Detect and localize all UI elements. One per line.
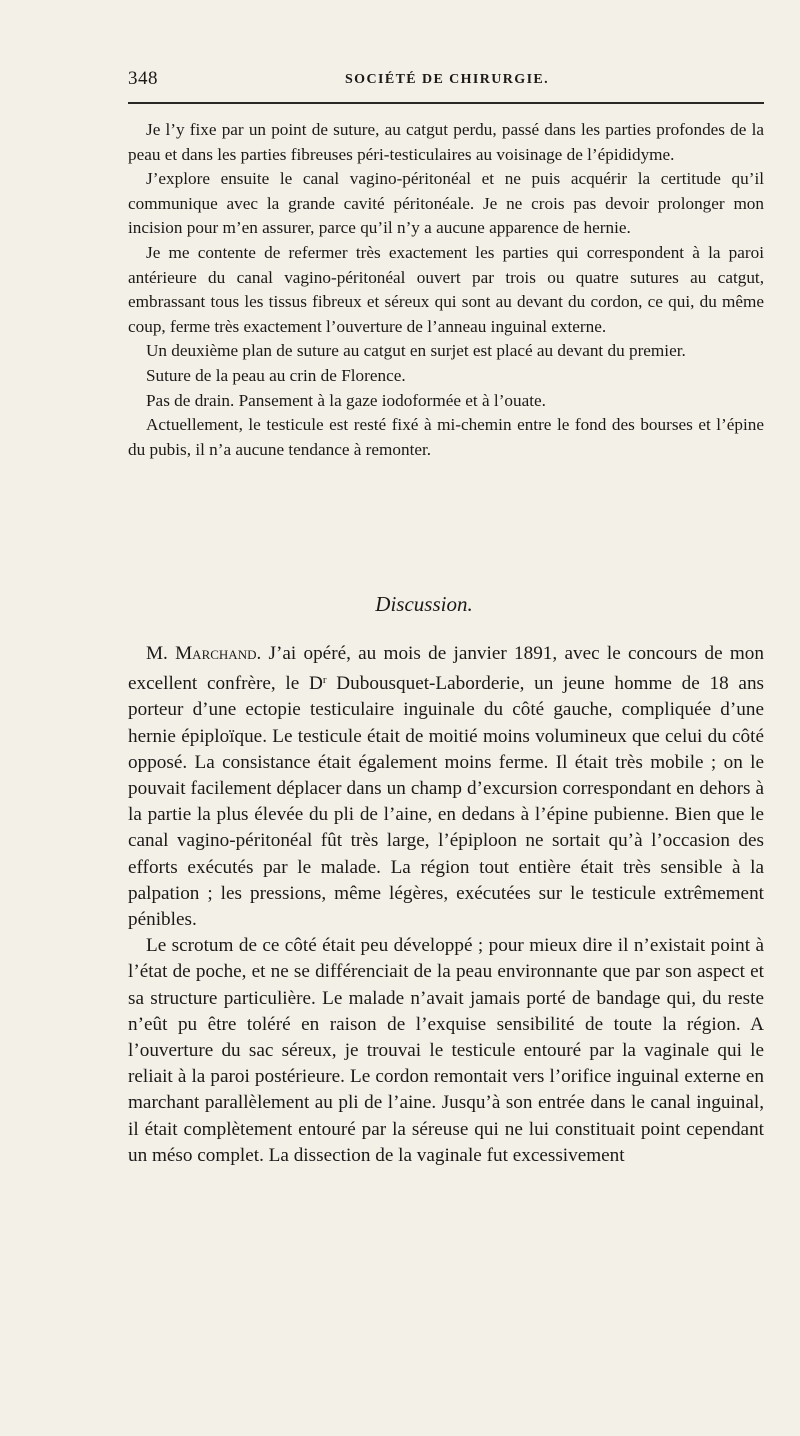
page-header: [128, 62, 764, 92]
case-report-text: [128, 118, 764, 462]
paragraph: J’explore ensuite le canal vagino-péritonéal et ne puis acquérir la certitude qu’il communique avec la grande cavité péritonéale. Je ne crois pas devoir prolonger mon incision pour m’en assurer, parce qu’il n’y a aucune apparence de hernie.: [128, 169, 764, 238]
running-title: SOCIÉTÉ DE CHIRURGIE.: [345, 72, 550, 87]
discussion-text: [128, 641, 764, 1169]
paragraph: Je l’y fixe par un point de suture, au catgut perdu, passé dans les parties profondes de la peau et dans les parties fibreuses péri-testiculaires au voisinage de l’épididyme.: [128, 120, 764, 164]
paragraph-text: Dubousquet-Laborderie, un jeune homme de 18 ans porteur d’une ectopie testiculaire inguinale du côté gauche, compliquée d’une hernie épiploïque. Le testicule était de moitié moins volumineux que celui du côté opposé. La consistance était également moins ferme. Il était très mobile ; on le pouvait facilement déplacer dans un champ d’excursion correspondant en dehors à la partie la plus élevée du pli de l’aine, en dedans à l’épine pubienne. Bien que le canal vagino-péritonéal fût très large, l’épiploon ne sortait qu’à l’occasion des efforts exécutés par le malade. La région tout entière était très sensible à la palpation ; les pressions, même légères, exécutées sur le testicule extrêmement pénibles.: [128, 673, 765, 931]
speaker-name: M. Marchand.: [146, 643, 262, 664]
header-rule: [128, 102, 764, 104]
paragraph: Actuellement, le testicule est resté fixé à mi-chemin entre le fond des bourses et l’épine du pubis, il n’a aucune tendance à remonter.: [128, 415, 764, 459]
paragraph-text: J’ai opéré, au mois de janvier 1891, avec le concours de mon excellent confrère, le D: [128, 643, 764, 695]
paragraph: Un deuxième plan de suture au catgut en surjet est placé au devant du premier.: [146, 341, 686, 361]
page-number: 348: [128, 68, 158, 89]
paragraph: Je me contente de refermer très exactement les parties qui correspondent à la paroi antérieure du canal vagino-péritonéal ouvert par trois ou quatre sutures au catgut, embrassant tous les tissus fibreux et séreux qui sont au devant du cordon, ce qui, du même coup, ferme très exactement l’ouverture de l’anneau inguinal externe.: [128, 242, 764, 336]
paragraph: Pas de drain. Pansement à la gaze iodoformée et à l’ouate.: [146, 390, 546, 410]
superscript: r: [322, 674, 327, 687]
paragraph: [128, 641, 764, 933]
section-title: Discussion.: [375, 592, 473, 616]
paragraph: Suture de la peau au crin de Florence.: [146, 365, 406, 385]
paragraph: Le scrotum de ce côté était peu développé ; pour mieux dire il n’existait point à l’état de poche, et ne se différenciait de la peau environnante que par son aspect et sa structure particulière. Le malade n’avait jamais porté de bandage qui, du reste n’eût pu être toléré en raison de l’exquise sensibilité de toute la région. A l’ouverture du sac séreux, je trouvai le testicule entouré par la vaginale qui le reliait à la paroi postérieure. Le cordon remontait vers l’orifice inguinal externe en marchant parallèlement au pli de l’aine. Jusqu’à son entrée dans le canal inguinal, il était complètement entouré par la séreuse qui ne lui constituait point cependant un méso complet. La dissection de la vaginale fut excessivement: [128, 935, 764, 1166]
